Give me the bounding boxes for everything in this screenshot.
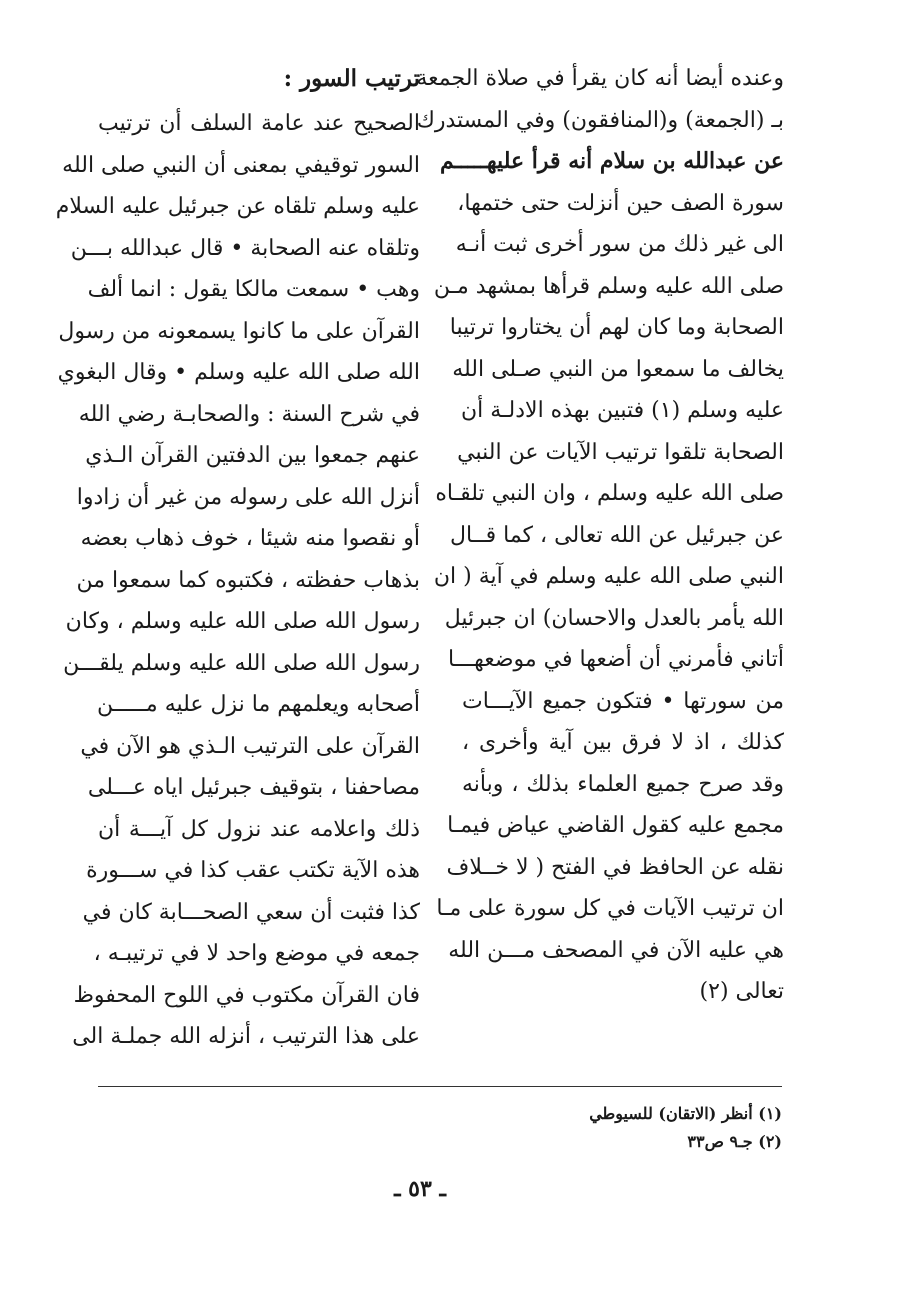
text-line: مصاحفنا ، بتوقيف جبرئيل اياه عـــلى (87, 775, 420, 800)
text-line: عليه وسلم تلقاه عن جبرئيل عليه السلام (55, 194, 420, 219)
text-line: أتاني فأمرني أن أضعها في موضعهـــا (448, 647, 784, 672)
text-line: صلى الله عليه وسلم ، وان النبي تلقـاه (435, 481, 784, 506)
text-line: أصحابه ويعلمهم ما نزل عليه مـــــن (96, 692, 420, 717)
text-line: بذهاب حفظته ، فكتبوه كما سمعوا من (76, 567, 420, 593)
text-line: تعالى (٢) (699, 979, 784, 1004)
text-line: الله يأمر بالعدل والاحسان) ان جبرئيل (444, 605, 784, 631)
text-line: نقله عن الحافظ في الفتح ( لا خــلاف (446, 854, 784, 880)
text-line: هذه الآية تكتب عقب كذا في ســـورة (86, 858, 420, 883)
text-line: سورة الصف حين أنزلت حتى ختمها، (457, 190, 784, 216)
text-line: أو نقصوا منه شيئا ، خوف ذهاب بعضه (80, 526, 420, 551)
text-line: الصحيح عند عامة السلف أن ترتيب (98, 111, 420, 136)
text-line: الله صلى الله عليه وسلم • وقال البغوي (57, 360, 420, 385)
text-line: صلى الله عليه وسلم قرأها بمشهد مـن (433, 273, 784, 299)
page-number: ـ ٥٣ ـ (394, 1176, 446, 1202)
text-line: الى غير ذلك من سور أخرى ثبت أنـه (455, 232, 784, 257)
text-line: يخالف ما سمعوا من النبي صـلى الله (452, 356, 784, 382)
footnote-1: (١) أنظر (الاتقان) للسيوطي (589, 1104, 782, 1123)
text-line: السور توقيفي بمعنى أن النبي صلى الله (62, 152, 420, 178)
text-line: هي عليه الآن في المصحف مـــن الله (448, 937, 784, 963)
text-line: وقد صرح جميع العلماء بذلك ، وبأنه (462, 771, 784, 797)
text-line: وهب • سمعت مالكا يقول : انما ألف (87, 277, 420, 302)
text-line: وعنده أيضا أنه كان يقرأ في صلاة الجمعة (416, 66, 784, 91)
footnotes (560, 1100, 782, 1156)
text-line: في شرح السنة : والصحابـة رضي الله (78, 401, 420, 427)
text-line: عنهم جمعوا بين الدفتين القرآن الـذي (85, 443, 420, 468)
section-heading: ترتيب السور : (283, 65, 420, 92)
text-line: بـ (الجمعة) و(المنافقون) وفي المستدرك (416, 107, 784, 133)
text-line: كذلك ، اذ لا فرق بين آية وأخرى ، (462, 730, 784, 755)
text-line: فان القرآن مكتوب في اللوح المحفوظ (73, 982, 420, 1008)
left-text-column (55, 58, 420, 1058)
text-line: عن عبدالله بن سلام أنه قرأ عليهـــــم (440, 148, 784, 174)
footnote-2: (٢) جـ٩ ص٣٣ (687, 1132, 782, 1151)
text-line: ذلك واعلامه عند نزول كل آيـــة أن (98, 816, 420, 842)
text-line: ان ترتيب الآيات في كل سورة على مـا (436, 896, 784, 921)
text-line: من سورتها • فتكون جميع الآيـــات (462, 688, 784, 714)
text-line: القرآن على ما كانوا يسمعونه من رسول (58, 318, 420, 344)
text-line: النبي صلى الله عليه وسلم في آية ( ان (433, 564, 784, 589)
text-line: مجمع عليه كقول القاضي عياض فيمـا (447, 813, 784, 838)
text-line: رسول الله صلى الله عليه وسلم يلقـــن (63, 650, 420, 676)
text-line: كذا فثبت أن سعي الصحـــابة كان في (82, 899, 420, 925)
text-line: الصحابة وما كان لهم أن يختاروا ترتيبا (449, 315, 784, 340)
text-line: الصحابة تلقوا ترتيب الآيات عن النبي (457, 439, 784, 465)
text-line: جمعه في موضع واحد لا في ترتيبـه ، (93, 941, 420, 966)
text-line: أنزل الله على رسوله من غير أن زادوا (76, 484, 420, 510)
text-line: القرآن على الترتيب الـذي هو الآن في (80, 733, 420, 759)
text-line: وتلقاه عنه الصحابة • قال عبدالله بـــن (70, 235, 420, 261)
text-line: رسول الله صلى الله عليه وسلم ، وكان (65, 609, 420, 634)
right-text-column (416, 58, 784, 1013)
text-line: عليه وسلم (١) فتبين بهذه الادلـة أن (461, 398, 784, 423)
text-line: عن جبرئيل عن الله تعالى ، كما قــال (450, 522, 784, 548)
footnote-divider (98, 1086, 782, 1087)
text-line: على هذا الترتيب ، أنزله الله جملـة الى (72, 1024, 420, 1049)
